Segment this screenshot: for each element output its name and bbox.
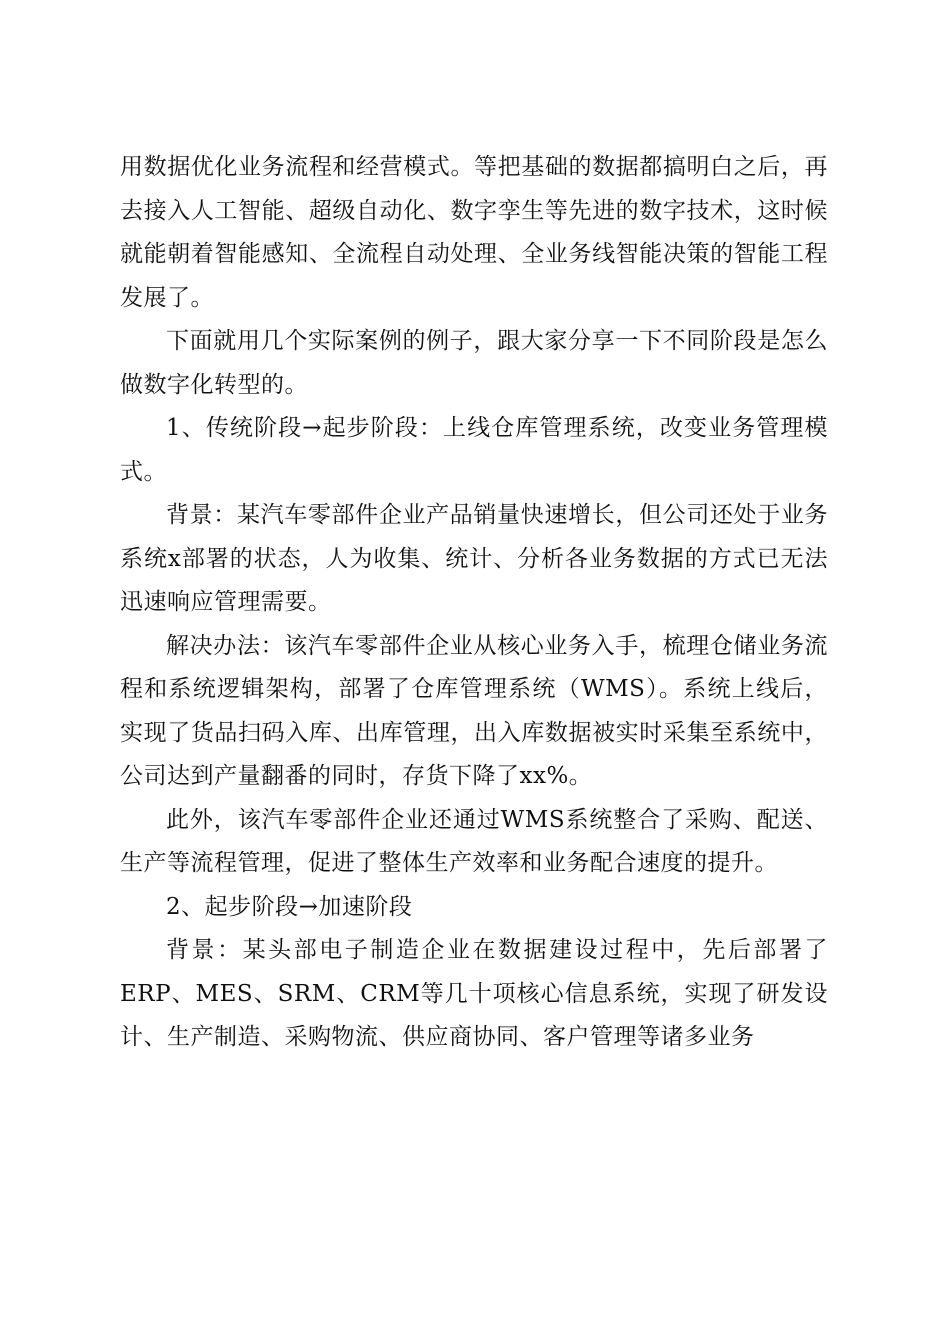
section-heading-2: 2、起步阶段→加速阶段 bbox=[166, 893, 413, 920]
section-heading-1: 1、传统阶段→起步阶段：上线仓库管理系统，改变业务管理模式。 bbox=[120, 415, 828, 485]
paragraph-solution-1: 解决办法：该汽车零部件企业从核心业务入手，梳理仓储业务流程和系统逻辑架构，部署了仓库管理系统（WMS）。系统上线后，实现了货品扫码入库、出库管理，出入库数据被实时采集至系统中，公司达到产量翻番的同时，存货下降了xx%。 bbox=[120, 632, 828, 789]
paragraph-continuation: 用数据优化业务流程和经营模式。等把基础的数据都搞明白之后，再去接入人工智能、超级自动化、数字孪生等先进的数字技术，这时候就能朝着智能感知、全流程自动处理、全业务线智能决策的智能工程发展了。 bbox=[120, 154, 828, 311]
paragraph-additional-1: 此外，该汽车零部件企业还通过WMS系统整合了采购、配送、生产等流程管理，促进了整体生产效率和业务配合速度的提升。 bbox=[120, 806, 828, 876]
paragraph-background-1: 背景：某汽车零部件企业产品销量快速增长，但公司还处于业务系统x部署的状态，人为收集、统计、分析各业务数据的方式已无法迅速响应管理需要。 bbox=[120, 502, 828, 615]
document-body bbox=[120, 146, 828, 1060]
paragraph-background-2: 背景：某头部电子制造企业在数据建设过程中，先后部署了ERP、MES、SRM、CRM等几十项核心信息系统，实现了研发设计、生产制造、采购物流、供应商协同、客户管理等诸多业务 bbox=[120, 937, 828, 1050]
paragraph-intro: 下面就用几个实际案例的例子，跟大家分享一下不同阶段是怎么做数字化转型的。 bbox=[120, 328, 828, 398]
